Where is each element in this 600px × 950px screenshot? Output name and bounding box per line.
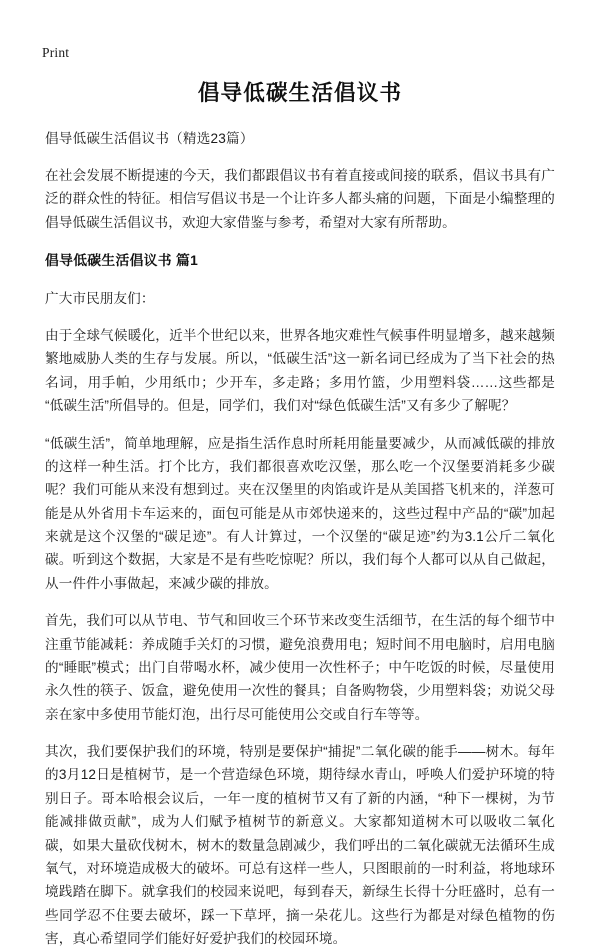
print-toolbar: [0, 0, 600, 70]
salutation: 广大市民朋友们：: [45, 290, 155, 306]
intro-paragraph: 在社会发展不断提速的今天，我们都跟倡议书有着直接或间接的联系，倡议书具有广泛的群众性的特征。相信写倡议书是一个让许多人都头痛的问题，下面是小编整理的倡导低碳生活倡议书，欢迎大家借鉴与参考，希望对大家有所帮助。: [45, 167, 555, 230]
body-paragraph: 首先，我们可以从节电、节气和回收三个环节来改变生活细节，在生活的每个细节中注重节能减耗：养成随手关灯的习惯，避免浪费用电；短时间不用电脑时，启用电脑的“睡眠”模式；出门自带喝水杯，减少使用一次性杯子；中午吃饭的时候，尽量使用永久性的筷子、饭盒，避免使用一次性的餐具；自备购物袋，少用塑料袋；劝说父母亲在家中多使用节能灯泡，出行尽可能使用公交或自行车等等。: [45, 613, 555, 722]
body-paragraph: 由于全球气候暖化，近半个世纪以来，世界各地灾难性气候事件明显增多，越来越频繁地威胁人类的生存与发展。所以，“低碳生活”这一新名词已经成为了当下社会的热名词，用手帕，少用纸巾；少开车，多走路；多用竹篮，少用塑料袋……这些都是“低碳生活”所倡导的。但是，同学们，我们对“绿色低碳生活”又有多少了解呢？: [45, 328, 555, 414]
page-title: 倡导低碳生活倡议书: [197, 81, 403, 105]
body-paragraph: 其次，我们要保护我们的环境，特别是要保护“捕捉”二氧化碳的能手——树木。每年的3月12日是植树节，是一个营造绿色环境，期待绿水青山，呼唤人们爱护环境的特别日子。哥本哈根会议后，一年一度的植树节又有了新的内涵，“种下一棵树，为节能减排做贡献”，成为人们赋予植树节的新意义。大家都知道树木可以吸收二氧化碳，如果大量砍伐树木，树木的数量急剧减少，我们呼出的二氧化碳就无法循环生成氧气，对环境造成极大的破坏。可总有这样一些人，只图眼前的一时利益，将地球环境践踏在脚下。就拿我们的校园来说吧，每到春天，新绿生长得十分旺盛时，总有一些同学忍不住要去破坏，踩一下草坪，摘一朵花儿。这些行为都是对绿色植物的伤害，真心希望同学们能好好爱护我们的校园环境。: [45, 744, 555, 947]
print-button[interactable]: Print: [42, 45, 70, 60]
document-subtitle: 倡导低碳生活倡议书（精选23篇）: [45, 131, 254, 147]
body-paragraph: “低碳生活”，简单地理解，应是指生活作息时所耗用能量要减少，从而减低碳的排放的这样一种生活。打个比方，我们都很喜欢吃汉堡，那么吃一个汉堡要消耗多少碳呢？我们可能从来没有想到过。夹在汉堡里的肉馅或许是从美国搭飞机来的，洋葱可能是从外省用卡车运来的，面包可能是从市郊快递来的，这些过程中产品的“碳”加起来就是这个汉堡的“碳足迹”。有人计算过，一个汉堡的“碳足迹”约为3.1公斤二氧化碳。听到这个数据，大家是不是有些吃惊呢？所以，我们每个人都可以从自己做起，从一件件小事做起，来减少碳的排放。: [45, 435, 555, 591]
section-heading: 倡导低碳生活倡议书 篇1: [45, 252, 199, 268]
article-body: [0, 79, 600, 950]
